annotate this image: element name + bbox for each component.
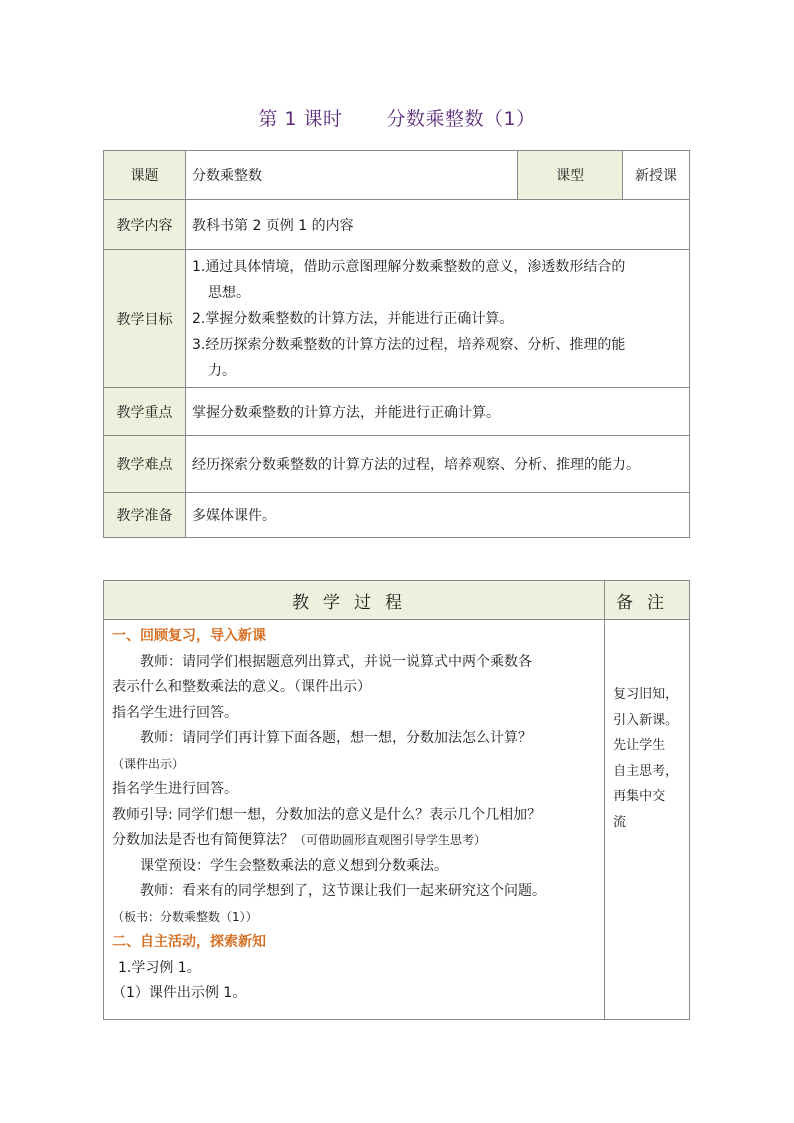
type-value: 新授课 [623,151,690,200]
section-heading: 二、自主活动，探索新知 [112,934,266,950]
section-heading: 一、回顾复习，导入新课 [112,628,266,644]
process-line-note: （可借助圆形直观图引导学生思考） [294,833,487,847]
process-line-text: 分数加法是否也有简便算法？ [112,832,294,848]
process-line: 教师：看来有的同学想到了，这节课让我们一起来研究这个问题。 [140,883,546,899]
prep-label: 教学准备 [104,493,186,538]
goal-line: 3.经历探索分数乘整数的计算方法的过程，培养观察、分析、推理的能 [192,336,626,353]
process-heading: 教学过程 [104,581,605,620]
process-line: 表示什么和整数乘法的意义。（课件出示） [112,679,371,695]
process-line [112,828,600,854]
process-line: 课堂预设：学生会整数乘法的意义想到分数乘法。 [140,857,448,874]
key-value: 掌握分数乘整数的计算方法，并能进行正确计算。 [186,388,690,436]
topic-label: 课题 [104,151,186,200]
notes-body [605,620,690,1020]
content-label: 教学内容 [104,200,186,250]
process-body [104,620,605,1020]
difficulty-value: 经历探索分数乘整数的计算方法的过程，培养观察、分析、推理的能力。 [186,436,690,493]
note-line: 先让学生 [613,738,666,753]
content-value: 教科书第 2 页例 1 的内容 [186,200,690,250]
teaching-process-table [103,580,690,1020]
lesson-title [0,104,794,131]
process-line: （课件出示） [112,756,185,771]
goal-line: 1.通过具体情境，借助示意图理解分数乘整数的意义，渗透数形结合的 [192,258,626,275]
prep-value: 多媒体课件。 [186,493,690,538]
lesson-info-table [103,150,690,538]
goal-line: 2.掌握分数乘整数的计算方法，并能进行正确计算。 [192,310,514,327]
note-line: 复习旧知， [613,687,679,702]
goal-list [186,250,690,388]
process-line: 教师：请同学们再计算下面各题，想一想，分数加法怎么计算？ [140,730,532,746]
notes-heading: 备注 [605,581,690,620]
note-line: 再集中交 [613,789,666,804]
note-line: 自主思考， [613,763,679,779]
goal-line: 思想。 [208,284,250,301]
lesson-number: 第 1 课时 [258,108,343,130]
process-line: 指名学生进行回答。 [112,704,238,721]
process-line: 教师：请同学们根据题意列出算式，并说一说算式中两个乘数各 [140,653,532,670]
note-line: 引入新课。 [613,712,679,728]
difficulty-label: 教学难点 [104,436,186,493]
process-line: 指名学生进行回答。 [112,781,238,797]
topic-value: 分数乘整数 [186,151,518,200]
process-line: 1.学习例 1。 [118,959,201,976]
process-line: （板书：分数乘整数（1）） [112,909,258,924]
lesson-topic: 分数乘整数（1） [386,108,536,130]
goal-line: 力。 [208,362,236,379]
process-line: （1）课件出示例 1。 [112,985,247,1001]
process-line: 教师引导: 同学们想一想，分数加法的意义是什么？表示几个几相加？ [112,806,542,823]
note-line: 流 [613,814,627,830]
goal-label: 教学目标 [104,250,186,388]
type-label: 课型 [518,151,623,200]
key-label: 教学重点 [104,388,186,436]
